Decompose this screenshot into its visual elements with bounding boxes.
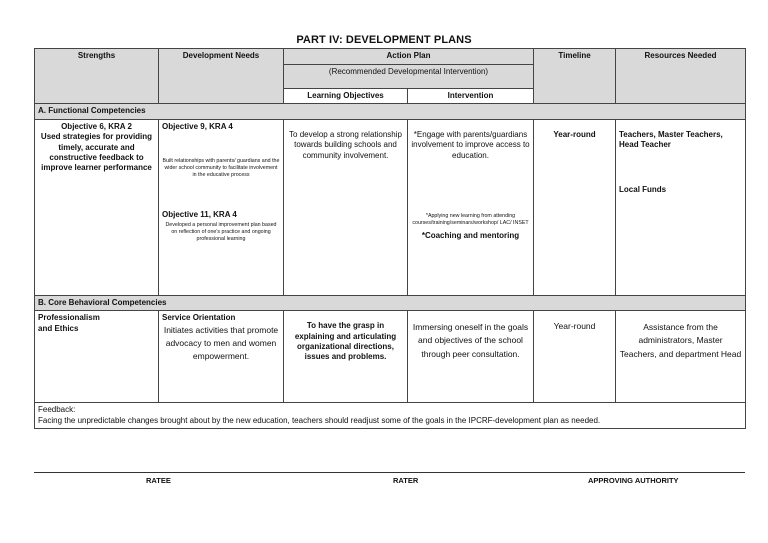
core-need-label: Service Orientation [162,313,236,323]
core-resources [616,311,746,403]
feedback-label: Feedback: [38,405,76,415]
need-objective-11-text: Developed a personal improvement plan based on reflection of one's practice and ongoing professional learning [165,221,277,243]
header-resources-needed: Resources Needed [616,49,746,104]
core-learning-objective-text: To have the grasp in explaining and articulating organizational directions, issues and problems. [294,321,397,362]
header-intervention: Intervention [408,89,534,104]
functional-resources-funds: Local Funds [619,184,667,194]
functional-strength-cell [35,119,159,295]
feedback-row [35,403,746,429]
section-functional-competencies: A. Functional Competencies [35,104,746,119]
feedback-cell [35,403,746,429]
need-objective-9-label: Objective 9, KRA 4 [162,121,233,131]
core-timeline-text: Year-round [553,321,596,332]
intervention-engage: *Engage with parents/guardians involvement to improve access to education. [411,129,530,160]
functional-strength-text: Used strategies for providing timely, accurate and constructive feedback to improve learner performance [40,132,153,173]
header-action-plan: Action Plan [284,49,534,65]
header-action-plan-subtitle: (Recommended Developmental Intervention) [284,65,534,89]
intervention-coaching: *Coaching and mentoring [421,231,520,241]
functional-learning-objective-text: To develop a strong relationship towards building schools and community involvement. [289,129,402,160]
section-core-behavioral-competencies: B. Core Behavioral Competencies [35,295,746,310]
functional-competency-row [35,119,746,295]
functional-resources-people: Teachers, Master Teachers, Head Teacher [619,129,723,150]
header-timeline: Timeline [534,49,616,104]
functional-strength-objective: Objective 6, KRA 2 [61,121,132,131]
intervention-applying-learning: *Applying new learning from attending courses/training/seminars/workshop/ LAC/ INSET [412,212,529,227]
need-objective-11-label: Objective 11, KRA 4 [162,209,237,219]
functional-intervention-cell [408,119,534,295]
header-learning-objectives: Learning Objectives [284,89,408,104]
signature-ratee: RATEE [146,476,171,485]
core-needs-cell [159,311,284,403]
signature-approving-authority: APPROVING AUTHORITY [588,476,679,485]
functional-timeline [534,119,616,295]
need-objective-9-text: Built relationships with parents/ guardians and the wider school community to facilitate involvement in the educative process [162,158,280,179]
feedback-text: Facing the unpredictable changes brought about by the new education, teachers should readjust some of the goals in the IPCRF-development plan as needed. [38,415,601,425]
core-strength-line2: and Ethics [38,323,79,333]
signature-rater: RATER [393,476,419,485]
core-competency-row [35,311,746,403]
core-learning-objective [284,311,408,403]
functional-timeline-text: Year-round [553,129,596,139]
signature-line [34,472,745,473]
functional-needs-cell [159,119,284,295]
core-intervention-text: Immersing oneself in the goals and objectives of the school through peer consultation. [412,322,529,359]
functional-learning-objective [284,119,408,295]
header-development-needs: Development Needs [159,49,284,104]
core-strength-cell [35,311,159,403]
header-strengths: Strengths [35,49,159,104]
core-resources-text: Assistance from the administrators, Master Teachers, and department Head [619,322,742,359]
core-strength-line1: Professionalism [38,313,100,323]
development-plan-table [34,48,746,429]
core-timeline [534,311,616,403]
functional-resources-cell [616,119,746,295]
core-intervention [408,311,534,403]
page-title: PART IV: DEVELOPMENT PLANS [296,34,472,46]
core-need-text: Initiates activities that promote advocacy to men and women empowerment. [163,324,279,361]
